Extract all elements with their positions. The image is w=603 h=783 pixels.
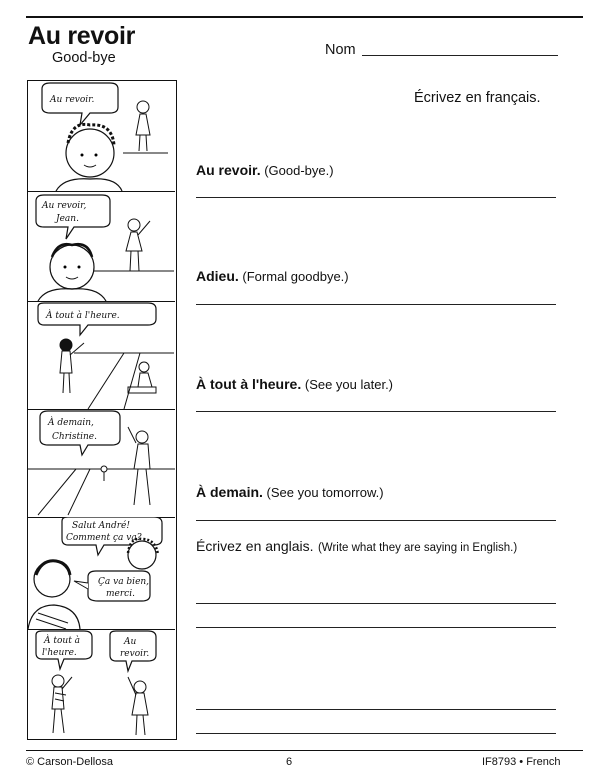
instruction-english-main: Écrivez en anglais. (196, 538, 314, 554)
phrase-english: (See you later.) (304, 377, 394, 392)
page-subtitle: Good-bye (52, 50, 116, 66)
bubble-text: Christine. (52, 432, 97, 442)
footer-copyright: © Carson-Dellosa (26, 756, 113, 768)
bubble-text: l'heure. (42, 648, 77, 658)
illustration-how-are-you (28, 517, 175, 629)
footer-rule (26, 750, 583, 751)
comic-panel-1 (28, 81, 175, 192)
name-label: Nom (325, 42, 356, 58)
phrase-2 (196, 268, 349, 284)
top-rule (26, 16, 583, 18)
bubble-text: À demain, (48, 418, 94, 428)
bubble-text: revoir. (120, 649, 150, 659)
answer-line-4[interactable] (196, 520, 556, 521)
footer-product-code: IF8793 • French (482, 756, 561, 768)
illustration-see-you-later-goodbye (28, 629, 175, 739)
bubble-text: À tout à (44, 636, 81, 646)
phrase-english: (Good-bye.) (264, 163, 334, 178)
comic-panel-3 (28, 301, 175, 410)
phrase-french: À demain. (196, 484, 263, 500)
answer-line-1[interactable] (196, 197, 556, 198)
phrase-1 (196, 162, 334, 178)
bubble-text: Ça va bien, (98, 577, 150, 587)
instruction-english (196, 538, 517, 556)
illustration-goodbye-jean (28, 191, 175, 301)
answer-line-6[interactable] (196, 627, 556, 628)
answer-line-7[interactable] (196, 709, 556, 710)
bubble-text: Au (124, 637, 137, 647)
answer-line-8[interactable] (196, 733, 556, 734)
comic-panel-4 (28, 409, 175, 518)
bubble-text: Au revoir. (50, 95, 95, 105)
bubble-text: Au revoir, (42, 201, 87, 211)
phrase-english: (See you tomorrow.) (266, 485, 384, 500)
illustration-goodbye (28, 81, 175, 191)
phrase-3 (196, 376, 393, 392)
answer-line-5[interactable] (196, 603, 556, 604)
illustration-see-you-tomorrow (28, 409, 175, 517)
instruction-french: Écrivez en français. (414, 90, 541, 106)
footer-page-number: 6 (286, 756, 293, 768)
phrase-english: (Formal goodbye.) (242, 269, 349, 284)
name-write-line[interactable] (362, 55, 558, 56)
answer-line-2[interactable] (196, 304, 556, 305)
comic-panel-6 (28, 629, 175, 739)
bubble-text: Comment ça va? (66, 533, 142, 543)
bubble-text: Salut André! (72, 521, 130, 531)
illustration-see-you-later (28, 301, 175, 409)
bubble-text: À tout à l'heure. (46, 311, 120, 321)
phrase-french: Adieu. (196, 268, 239, 284)
bubble-text: merci. (106, 589, 135, 599)
phrase-french: À tout à l'heure. (196, 376, 302, 392)
phrase-4 (196, 484, 384, 500)
phrase-french: Au revoir. (196, 162, 261, 178)
comic-strip (27, 80, 177, 740)
comic-panel-2 (28, 191, 175, 302)
page-title: Au revoir (28, 22, 136, 50)
answer-line-3[interactable] (196, 411, 556, 412)
bubble-text: Jean. (56, 214, 79, 224)
instruction-english-note: (Write what they are saying in English.) (317, 542, 518, 554)
comic-panel-5 (28, 517, 175, 630)
